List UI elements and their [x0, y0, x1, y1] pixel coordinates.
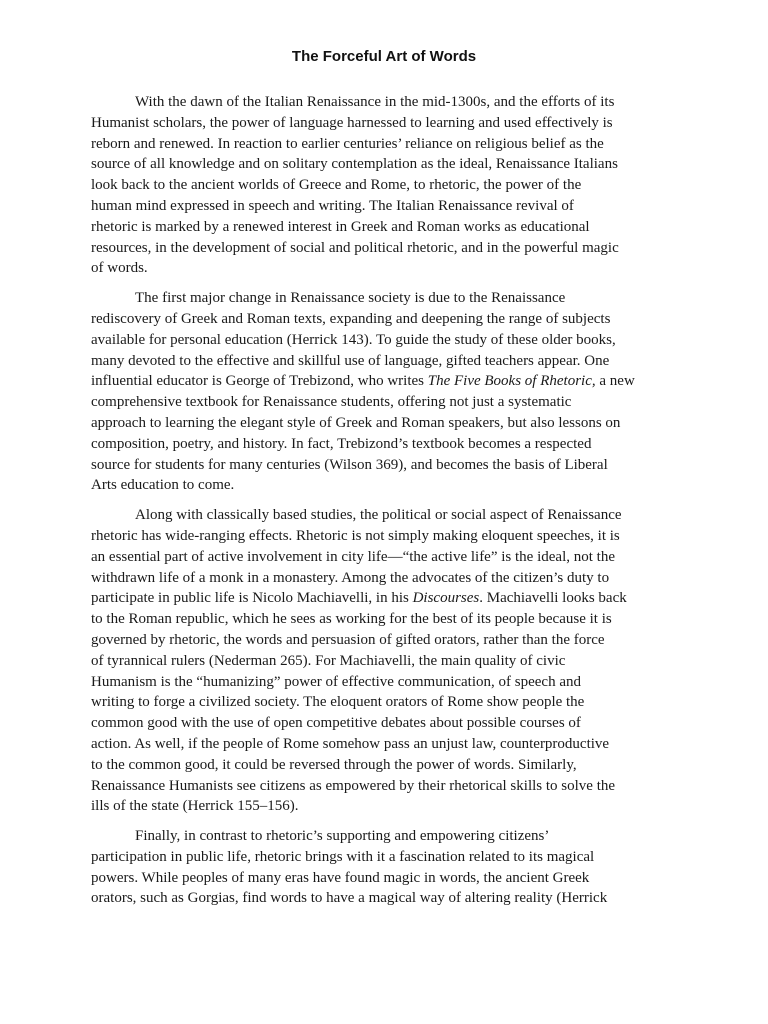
text-segment: participate in public life is Nicolo Machiavelli, in his — [91, 590, 413, 607]
text-line: Finally, in contrast to rhetoric’s supporting and empowering citizens’ — [135, 828, 550, 845]
text-line: to the common good, it could be reversed through the power of words. Similarly, — [91, 756, 577, 773]
text-line: composition, poetry, and history. In fact, Trebizond’s textbook becomes a respected — [91, 435, 592, 452]
text-line: human mind expressed in speech and writing. The Italian Renaissance revival of — [91, 197, 574, 214]
text-line: action. As well, if the people of Rome somehow pass an unjust law, counterproductive — [91, 735, 610, 752]
text-line: Renaissance Humanists see citizens as empowered by their rhetorical skills to solve the — [91, 777, 616, 794]
paragraph-2 — [91, 288, 677, 496]
document-body — [91, 92, 677, 918]
paragraph-1 — [91, 92, 677, 279]
document-title: The Forceful Art of Words — [291, 48, 477, 65]
text-line: rhetoric is marked by a renewed interest in Greek and Roman works as educational — [91, 218, 590, 235]
text-line: writing to forge a civilized society. The eloquent orators of Rome show people the — [91, 694, 585, 711]
book-title: Discourses — [412, 590, 480, 607]
text-line: to the Roman republic, which he sees as working for the best of its people because it is — [91, 611, 612, 628]
text-line: ills of the state (Herrick 155–156). — [91, 798, 299, 815]
text-line: powers. While peoples of many eras have found magic in words, the ancient Greek — [91, 869, 590, 886]
text-line: many devoted to the effective and skillful use of language, gifted teachers appear. One — [91, 352, 610, 369]
paragraph-4 — [91, 826, 677, 909]
text-line: withdrawn life of a monk in a monastery. Among the advocates of the citizen’s duty to — [91, 569, 610, 586]
text-line — [91, 371, 677, 392]
text-line: of tyrannical rulers (Nederman 265). For Machiavelli, the main quality of civic — [91, 652, 566, 669]
paragraph-3 — [91, 505, 677, 817]
book-title: The Five Books of Rhetoric, — [427, 373, 596, 390]
text-line: rhetoric has wide-ranging effects. Rhetoric is not simply making eloquent speeches, it is — [91, 527, 620, 544]
text-line: Humanism is the “humanizing” power of effective communication, of speech and — [91, 673, 581, 690]
text-line: approach to learning the elegant style of Greek and Roman speakers, but also lessons on — [91, 414, 621, 431]
text-line: rediscovery of Greek and Roman texts, expanding and deepening the range of subjects — [91, 310, 611, 327]
text-line: resources, in the development of social and political rhetoric, and in the powerful magic — [91, 239, 619, 256]
text-line: Humanist scholars, the power of language harnessed to learning and used effectively is — [91, 114, 613, 131]
text-line: Along with classically based studies, the political or social aspect of Renaissance — [135, 507, 622, 524]
text-line: comprehensive textbook for Renaissance students, offering not just a systematic — [91, 394, 572, 411]
text-line: The first major change in Renaissance society is due to the Renaissance — [135, 290, 566, 307]
text-line: source of all knowledge and on solitary contemplation as the ideal, Renaissance Italians — [91, 156, 618, 173]
text-line: available for personal education (Herrick 143). To guide the study of these older books, — [91, 331, 616, 348]
text-segment: . Machiavelli looks back — [479, 590, 627, 607]
text-line: governed by rhetoric, the words and persuasion of gifted orators, rather than the force — [91, 631, 605, 648]
text-line — [91, 588, 677, 609]
text-line: orators, such as Gorgias, find words to have a magical way of altering reality (Herrick — [91, 890, 608, 907]
text-line: reborn and renewed. In reaction to earlier centuries’ reliance on religious belief as the — [91, 135, 604, 152]
text-segment: a new — [595, 373, 635, 390]
text-line: Arts education to come. — [91, 477, 235, 494]
text-line: source for students for many centuries (Wilson 369), and becomes the basis of Liberal — [91, 456, 608, 473]
text-line: common good with the use of open competitive debates about possible courses of — [91, 715, 581, 732]
text-line: an essential part of active involvement in city life—“the active life” is the ideal, not the — [91, 548, 615, 565]
text-line: With the dawn of the Italian Renaissance in the mid-1300s, and the efforts of its — [135, 94, 615, 110]
text-line: look back to the ancient worlds of Greece and Rome, to rhetoric, the power of the — [91, 177, 582, 194]
text-line: participation in public life, rhetoric brings with it a fascination related to its magical — [91, 848, 595, 865]
text-line: of words. — [91, 260, 148, 277]
text-segment: influential educator is George of Trebizond, who writes — [91, 373, 428, 390]
